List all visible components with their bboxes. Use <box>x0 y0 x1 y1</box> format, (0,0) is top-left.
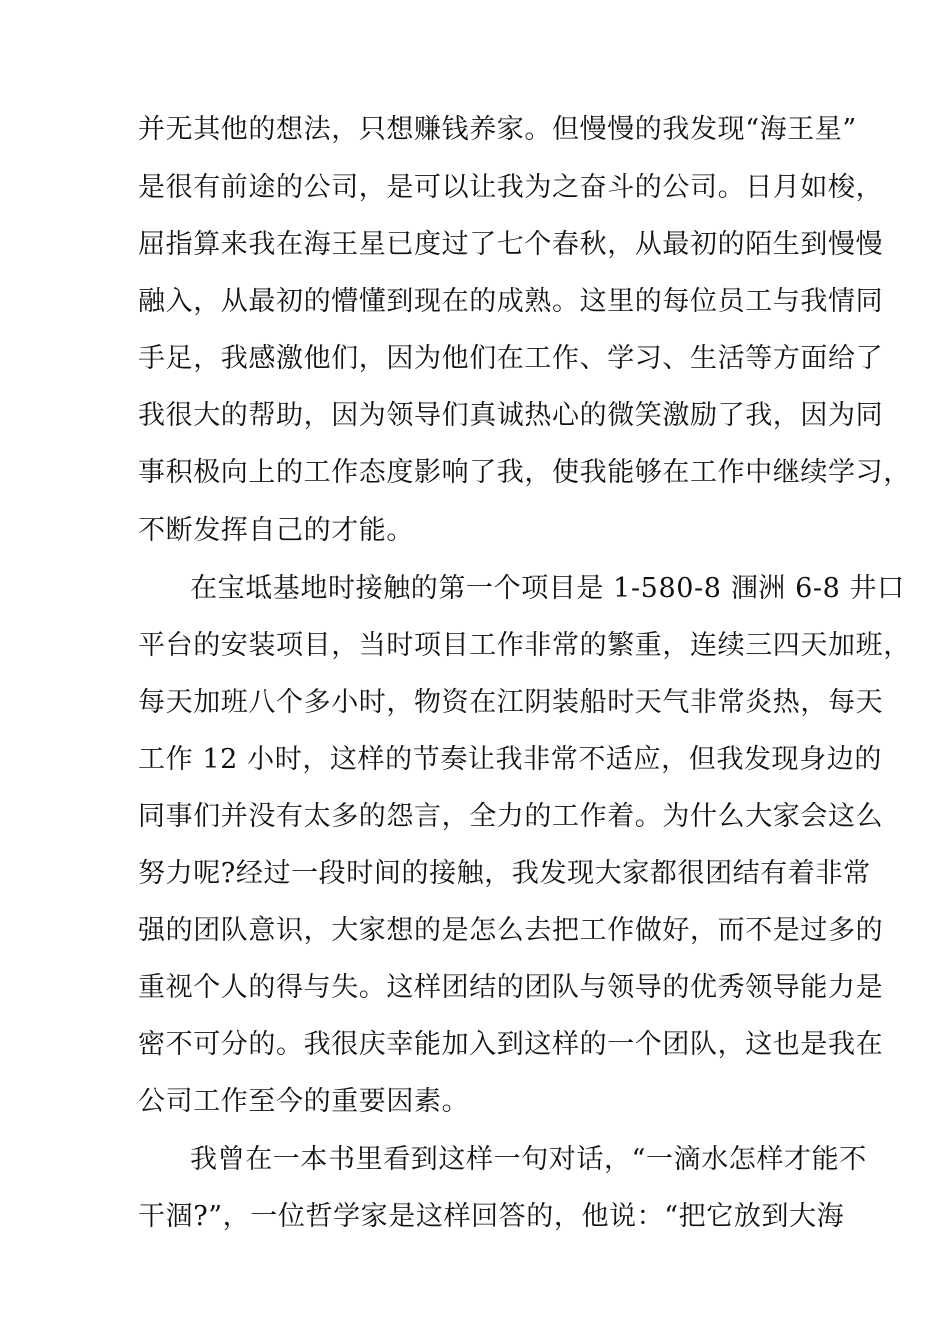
paragraph-start-line: 我曾在一本书里看到这样一句对话，“一滴水怎样才能不 <box>190 1144 867 1175</box>
text-line: 是很有前途的公司，是可以让我为之奋斗的公司。日月如梭， <box>138 172 884 203</box>
text-line: 每天加班八个多小时，物资在江阴装船时天气非常炎热，每天 <box>138 687 884 718</box>
text-line: 手足，我感激他们，因为他们在工作、学习、生活等方面给了 <box>138 343 884 374</box>
text-line: 融入，从最初的懵懂到现在的成熟。这里的每位员工与我情同 <box>138 286 884 317</box>
text-line: 屈指算来我在海王星已度过了七个春秋，从最初的陌生到慢慢 <box>138 229 884 260</box>
text-line: 密不可分的。我很庆幸能加入到这样的一个团队，这也是我在 <box>138 1029 884 1060</box>
text-line: 工作 12 小时，这样的节奏让我非常不适应，但我发现身边的 <box>138 744 882 775</box>
text-line: 我很大的帮助，因为领导们真诚热心的微笑激励了我，因为同 <box>138 400 884 431</box>
text-line: 重视个人的得与失。这样团结的团队与领导的优秀领导能力是 <box>138 972 884 1003</box>
text-line: 平台的安装项目，当时项目工作非常的繁重，连续三四天加班， <box>138 630 911 661</box>
text-line: 干涸?”，一位哲学家是这样回答的，他说：“把它放到大海 <box>138 1201 845 1232</box>
text-line: 并无其他的想法，只想赚钱养家。但慢慢的我发现“海王星” <box>138 114 857 145</box>
text-line: 同事们并没有太多的怨言，全力的工作着。为什么大家会这么 <box>138 801 884 832</box>
text-line: 强的团队意识，大家想的是怎么去把工作做好，而不是过多的 <box>138 915 884 946</box>
paragraph-start-line: 在宝坻基地时接触的第一个项目是 1-580-8 涠洲 6-8 井口 <box>190 573 905 604</box>
text-line: 事积极向上的工作态度影响了我，使我能够在工作中继续学习， <box>138 457 911 488</box>
text-line: 努力呢?经过一段时间的接触，我发现大家都很团结有着非常 <box>138 858 871 889</box>
text-line: 不断发挥自己的才能。 <box>138 515 414 546</box>
text-line: 公司工作至今的重要因素。 <box>138 1086 470 1117</box>
